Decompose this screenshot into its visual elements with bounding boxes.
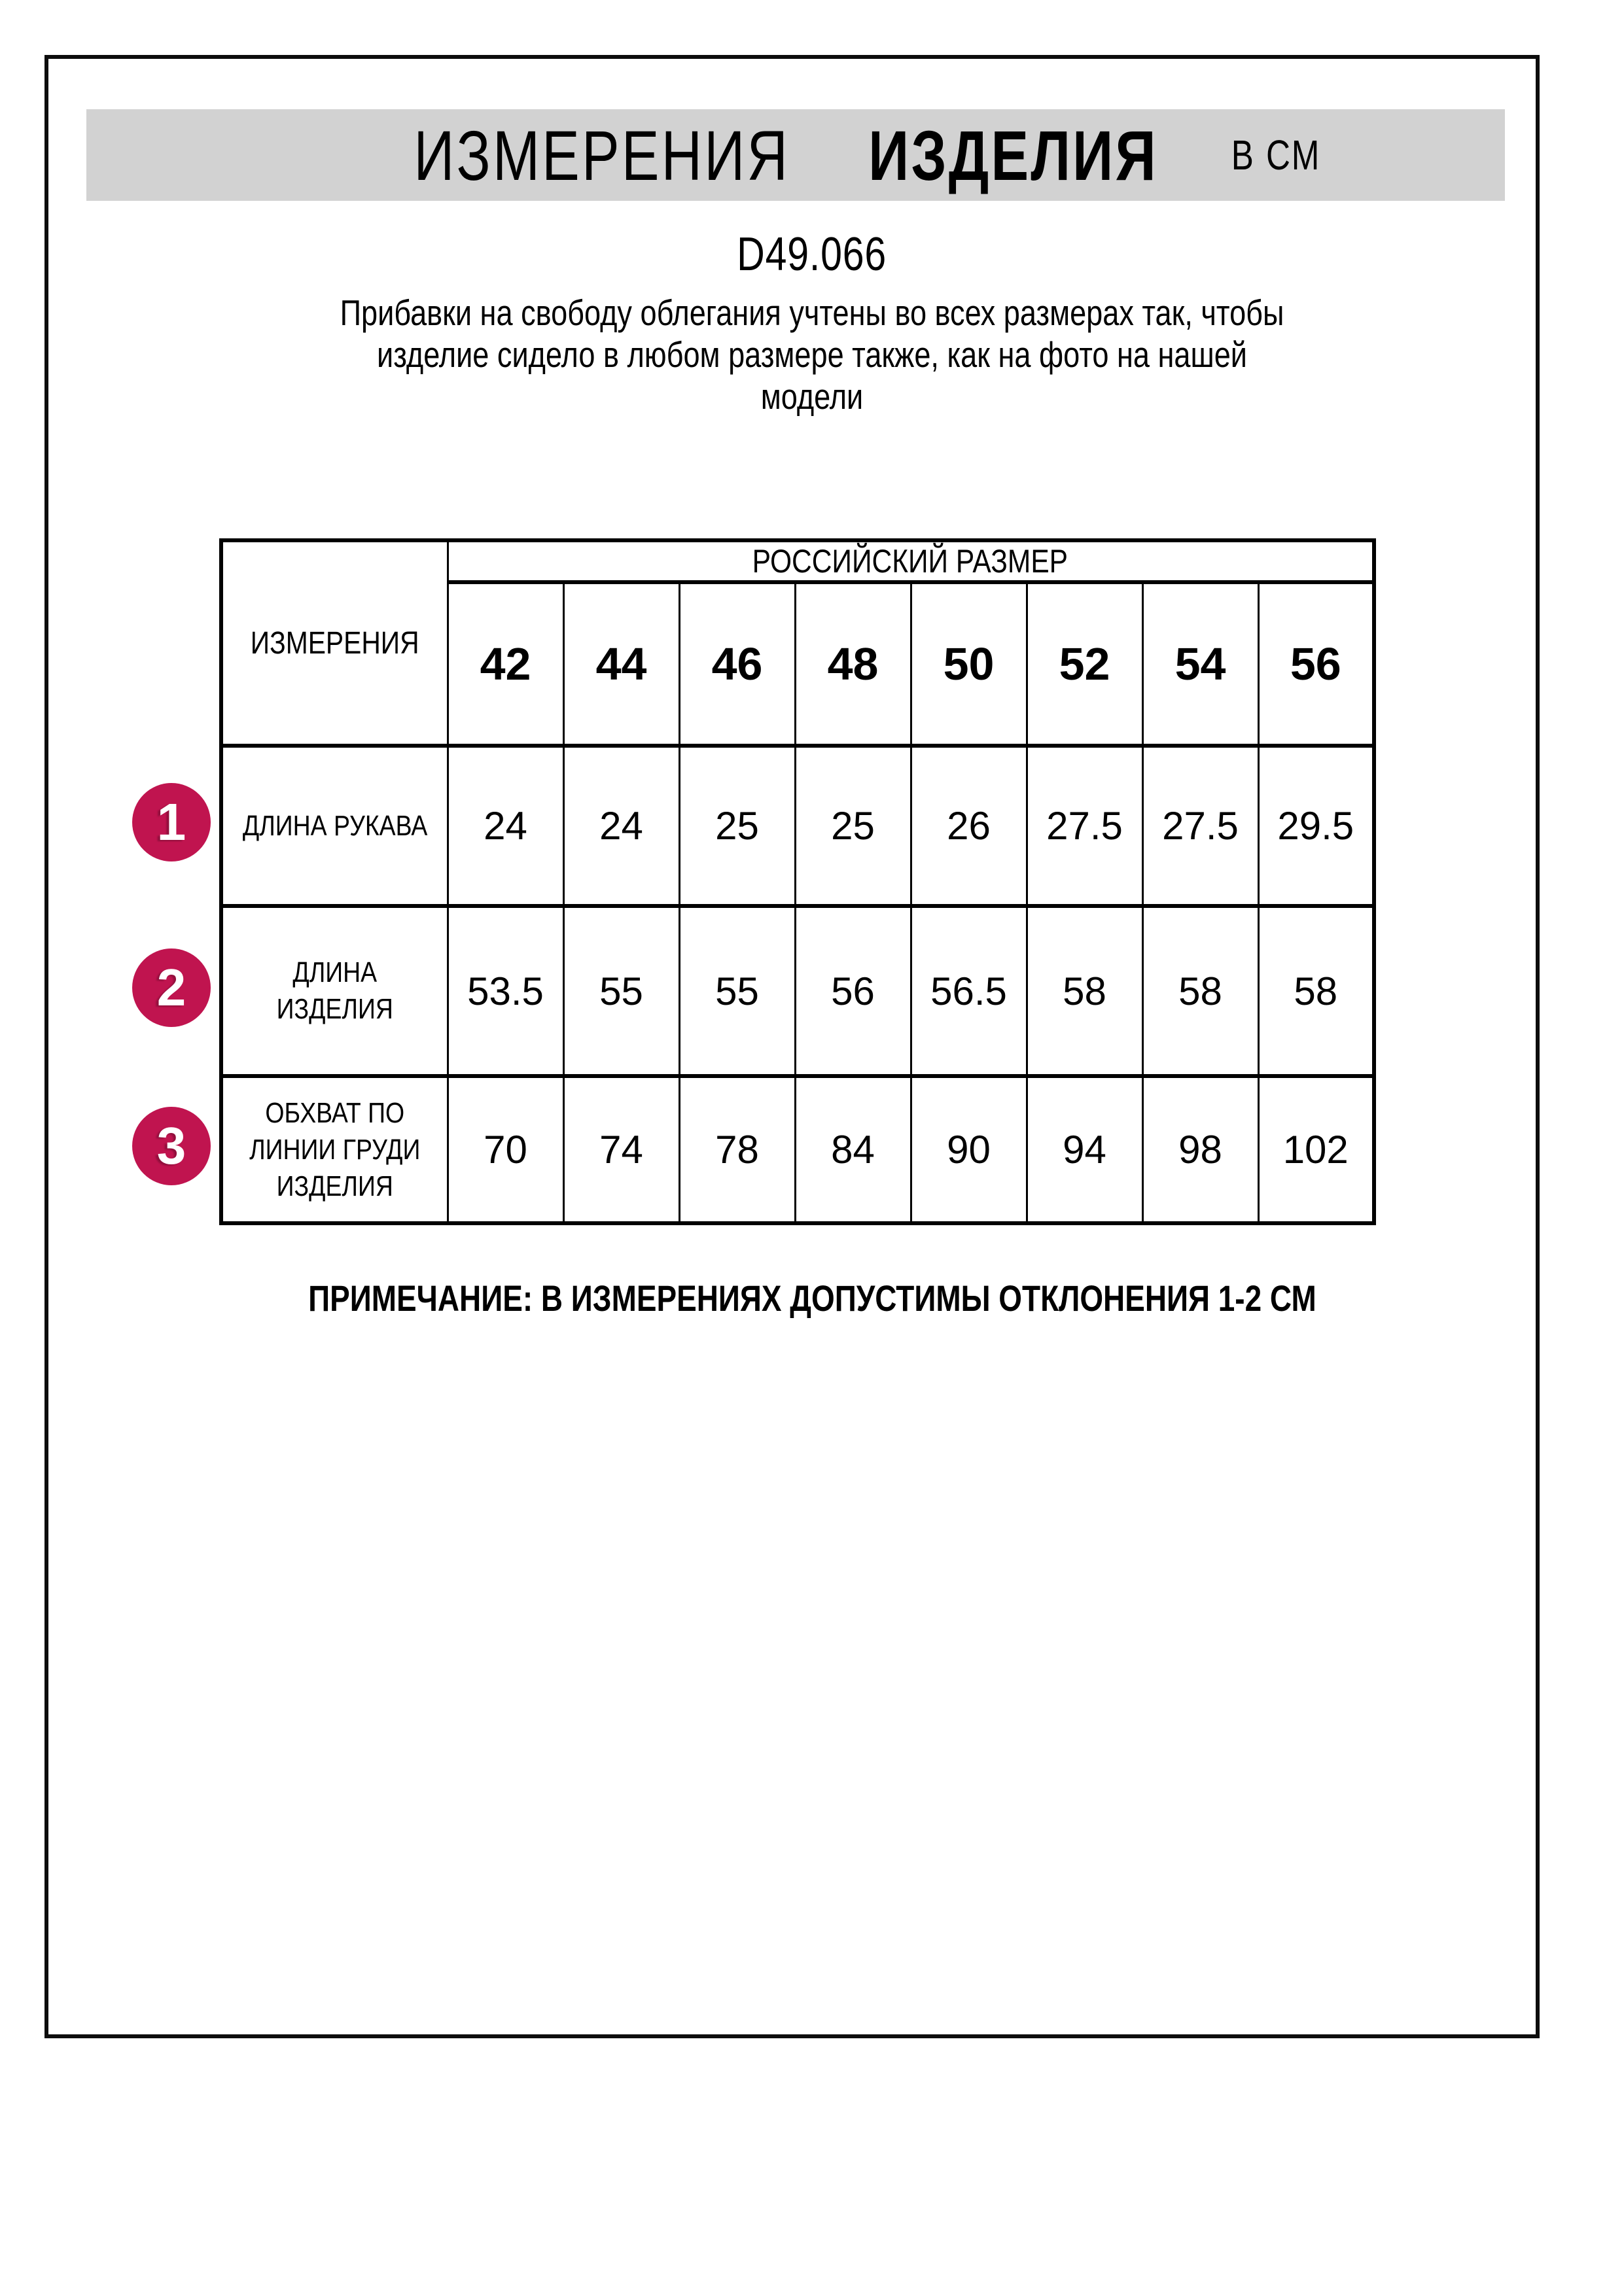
title-bar [86,109,1505,201]
title-product: ИЗДЕЛИЯ [868,115,1159,195]
cell-value: 55 [679,906,795,1076]
cell-value: 53.5 [448,906,563,1076]
measurement-badge-2: 2 [132,948,211,1027]
size-header-50: 50 [911,582,1027,746]
cell-value: 55 [563,906,679,1076]
size-header-56: 56 [1258,582,1374,746]
size-header-48: 48 [795,582,911,746]
title-row [414,114,1322,196]
cell-value: 102 [1258,1076,1374,1223]
size-header-42: 42 [448,582,563,746]
size-header-54: 54 [1142,582,1258,746]
size-table [219,538,1376,1225]
table-row-chest-girth [221,1076,1374,1223]
russian-size-group-header: РОССИЙСКИЙ РАЗМЕР [448,540,1374,582]
cell-value: 27.5 [1027,746,1142,906]
cell-value: 24 [448,746,563,906]
cell-value: 58 [1142,906,1258,1076]
cell-value: 78 [679,1076,795,1223]
measurement-badge-1: 1 [132,783,211,861]
cell-value: 26 [911,746,1027,906]
measurements-column-header: ИЗМЕРЕНИЯ [221,540,448,746]
cell-value: 58 [1027,906,1142,1076]
title-measurements: ИЗМЕРЕНИЯ [414,115,790,195]
cell-value: 25 [795,746,911,906]
measurement-badge-3: 3 [132,1107,211,1185]
row-label-chest-girth: ОБХВАТ ПО ЛИНИИ ГРУДИ ИЗДЕЛИЯ [221,1076,448,1223]
cell-value: 74 [563,1076,679,1223]
cell-value: 25 [679,746,795,906]
cell-value: 98 [1142,1076,1258,1223]
row-label-sleeve-length: ДЛИНА РУКАВА [221,746,448,906]
table-row-sleeve-length [221,746,1374,906]
tolerance-note: ПРИМЕЧАНИЕ: В ИЗМЕРЕНИЯХ ДОПУСТИМЫ ОТКЛОНЕНИЯ 1-2 СМ [308,1278,1316,1319]
cell-value: 70 [448,1076,563,1223]
title-units: В СМ [1231,131,1322,179]
description-line-1: Прибавки на свободу облегания учтены во всех размерах так, чтобы [340,292,1284,333]
fit-description [275,292,1349,417]
size-header-52: 52 [1027,582,1142,746]
cell-value: 29.5 [1258,746,1374,906]
size-header-44: 44 [563,582,679,746]
cell-value: 24 [563,746,679,906]
description-line-2: изделие сидело в любом размере также, как на фото на нашей [377,334,1247,375]
size-header-46: 46 [679,582,795,746]
cell-value: 27.5 [1142,746,1258,906]
cell-value: 90 [911,1076,1027,1223]
cell-value: 56.5 [911,906,1027,1076]
cell-value: 94 [1027,1076,1142,1223]
description-line-3: модели [760,376,864,417]
cell-value: 58 [1258,906,1374,1076]
cell-value: 84 [795,1076,911,1223]
product-code: D49.066 [737,228,887,281]
row-label-item-length: ДЛИНА ИЗДЕЛИЯ [221,906,448,1076]
cell-value: 56 [795,906,911,1076]
table-row-item-length [221,906,1374,1076]
